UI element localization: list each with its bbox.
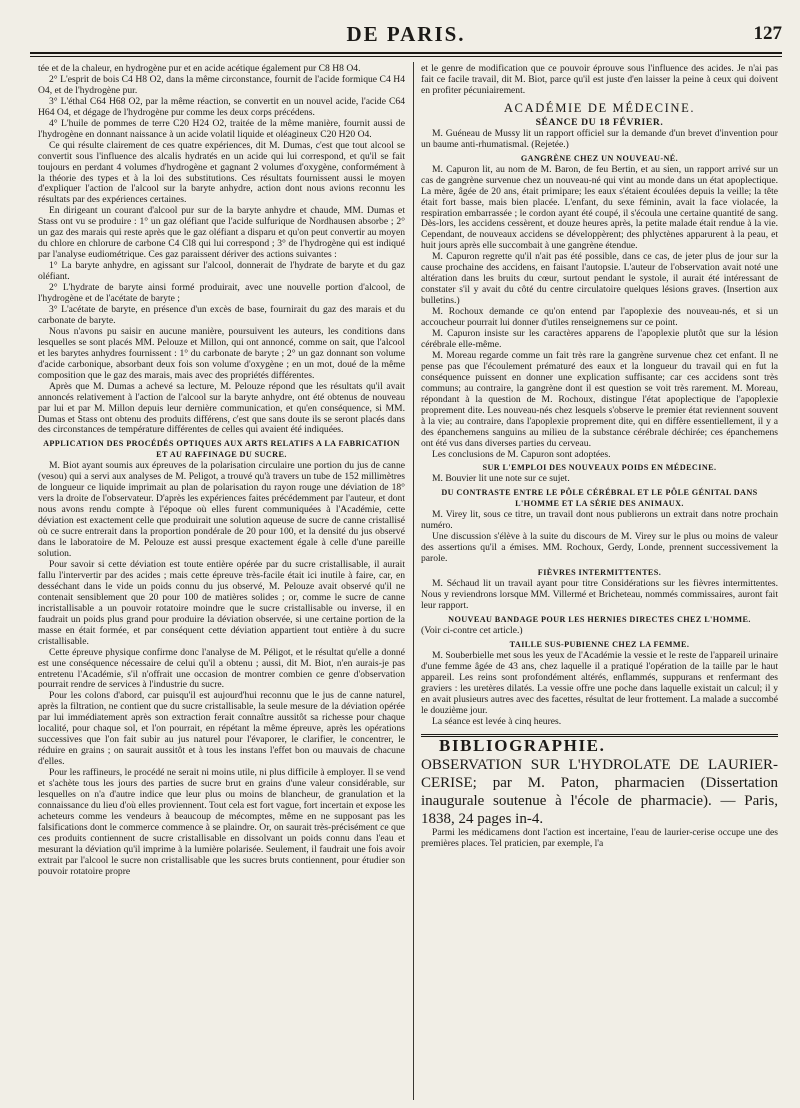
section-title: ACADÉMIE DE MÉDECINE. [503, 100, 696, 115]
page-number: 127 [753, 23, 782, 44]
paragraph: Pour les colons d'abord, car puisqu'il est aujourd'hui reconnu que le jus de canne naturel, après la filtration, ne contient que du sucre cristallisable, la seule mesure de la déviation opérée par lui immédiatement après son extraction ferait connaître aussitôt sa richesse pour chaque localité, pour chaque sol, et l'on pourrait, en répétant la même épreuve, après les opérations successives que l'on fait subir au jus naturel pour l'évaporer, le clarifier, le concentrer, le réduire en grains ; on saurait aussitôt et à tous les instans l'effet bon ou mauvais de chacune d'elles. [38, 690, 405, 768]
paragraph: Nous n'avons pu saisir en aucune manière, poursuivent les auteurs, les conditions dans lesquelles se sont placés MM. Pelouze et Millon, qui ont annoncé, comme on sait, que l'alcool et les barytes anhydres fournissent : 1° du carbonate de baryte ; 2° un gaz donnant son volume d'acide carbonique, absorbant deux fois son volume d'oxygène ; en un mot, doué de la même composition que le gaz des marais, mais avec des propriétés différentes. [38, 325, 405, 381]
paragraph: Les conclusions de M. Capuron sont adoptées. [432, 448, 611, 460]
paragraph: 1° La baryte anhydre, en agissant sur l'alcool, donnerait de l'hydrate de baryte et du gaz oléfiant. [38, 260, 405, 283]
section-heading: APPLICATION DES PROCÉDÉS OPTIQUES AUX ARTS RELATIFS A LA FABRICATION ET AU RAFFINAGE DU SUCRE. [43, 439, 400, 460]
paragraph: La séance est levée à cinq heures. [432, 715, 562, 727]
right-column [421, 64, 778, 850]
paragraph: M. Biot ayant soumis aux épreuves de la polarisation circulaire une portion du jus de canne (vesou) qui a servi aux analyses de M. Peligot, a trouvé qu'à travers un tube de 152 millimètres de longueur ce liquide imprimait au plan de polarisation du rayon rouge une déviation de 18° vers la droite de l'observateur. D'après les expériences faites précédemment par l'auteur, et dont nous avons rendu compte à l'époque où elles furent communiquées à l'Académie, cette déviation est exactement celle que produirait une solution aqueuse de sucre de canne cristallisé où ce sucre entrerait dans la proportion pondérale de 20 pour 100, et la densité du jus observé dans le laboratoire de M. Pelouze est aussi presque exactement égale à celle d'une pareille solution. [38, 460, 405, 560]
paragraph: M. Souberbielle met sous les yeux de l'Académie la vessie et le reste de l'appareil urinaire d'une femme âgée de 43 ans, chez laquelle il a pratiqué l'opération de la taille par le haut appareil. Les reins sont profondément altérés, enflammés, suppurans et renfermant des graviers : les uretères dilatés. La vessie offre une poche dans laquelle existait un calcul; il y en avait plusieurs autres avec des facettes, résultat de leur frottement. La malade a succombé le douzième jour. [421, 649, 778, 716]
paragraph: 2° L'hydrate de baryte ainsi formé produirait, avec une nouvelle portion d'alcool, de l'hydrogène et de l'acétate de baryte ; [38, 282, 405, 305]
paragraph: Pour les raffineurs, le procédé ne serait ni moins utile, ni plus difficile à employer. Il se vend et s'achète tous les jours des parties de sucre brut en grains d'une valeur considérable, sur lesquelles on n'a d'autre indice que leur plus ou moins de blancheur, de granulation et la connaissance du lieu d'où elles proviennent. Tout cela est fort vague, fort incertain et expose les acheteurs comme les vendeurs à beaucoup de mécomptes, même en ne supposant pas les falsifications dont le commerce commence à se plaindre. Or, on saurait très-précisément ce que ces produits contiennent de sucre cristallisable en dissolvant un poids connu dans l'eau et mesurant la déviation qu'il imprime à la lumière polarisée. Seulement, il faudrait une fois avoir extrait par l'alcool le sucre non cristallisable que les sucres bruts contiennent, pour étudier son pouvoir rotatoire propre [38, 767, 405, 877]
paragraph: M. Séchaud lit un travail ayant pour titre Considérations sur les fièvres intermittentes. Nous y reviendrons lorsque MM. Villermé et Bricheteau, nommés commissaires, auront fait leur rapport. [421, 578, 778, 612]
paragraph: et le genre de modification que ce pouvoir éprouve sous l'influence des acides. Je n'ai pas fait ce facile travail, dit M. Biot, parce qu'il est juste d'en laisser la peine à ceux qui doivent en profiter pécuniairement. [421, 63, 778, 96]
bibliography-entry: OBSERVATION SUR L'HYDROLATE DE LAURIER-CERISE; par M. Paton, pharmacien (Dissertation inaugurale soutenue à l'école de pharmacie). — Paris, 1838, 24 pages in-4. [421, 756, 778, 827]
section-heading: GANGRÈNE CHEZ UN NOUVEAU-NÉ. [520, 153, 679, 163]
paragraph: M. Rochoux demande ce qu'on entend par l'apoplexie des nouveau-nés, et si un accoucheur pourrait lui donner d'utiles renseignemens sur ce point. [421, 306, 778, 329]
paragraph: Pour savoir si cette déviation est toute entière opérée par du sucre cristallisable, il aurait fallu l'intervertir par des acides ; mais cette épreuve très-facile était ici inutile à faire, car, en desséchant dans le vide un poids connu du jus observé, M. Pelouze avait observé qu'il ne contenait sensiblement que 20 pour 100 de matières solides ; or, comme le sucre de canne incristallisable a un pouvoir rotatoire moindre que le sucre cristallisable ou inverse, il en faudrait un poids plus grand pour produire la déviation observée, si une certaine portion de la masse en était formée, et par conséquent cette déviation appartient tout entière à du sucre cristallisable. [38, 558, 405, 647]
paragraph: 4° L'huile de pommes de terre C20 H24 O2, traitée de la même manière, fournit aussi de l'hydrogène en donnant naissance à un acide volatil liquide et oléagineux C20 H20 O4. [38, 117, 405, 140]
header-rule-thin [30, 56, 782, 57]
column-divider [413, 62, 414, 1100]
section-heading: SUR L'EMPLOI DES NOUVEAUX POIDS EN MÉDECINE. [482, 463, 717, 473]
paragraph: M. Bouvier lit une note sur ce sujet. [432, 473, 570, 485]
section-heading: DU CONTRASTE ENTRE LE PÔLE CÉRÉBRAL ET LE PÔLE GÉNITAL DANS L'HOMME ET LA SÉRIE DES ANIMAUX. [441, 488, 758, 509]
paragraph: 3° L'acétate de baryte, en présence d'un excès de base, fournirait du gaz des marais et du carbonate de baryte. [38, 303, 405, 326]
bibliography-heading: BIBLIOGRAPHIE. [439, 735, 606, 755]
page-header [30, 22, 782, 46]
paragraph: 3° L'éthal C64 H68 O2, par la même réaction, se convertit en un nouvel acide, l'acide C64 H64 O4, et dégage de l'hydrogène pur comme les deux corps précédens. [38, 95, 405, 118]
paragraph: (Voir ci-contre cet article.) [421, 625, 523, 637]
paragraph: En dirigeant un courant d'alcool pur sur de la baryte anhydre et chaude, MM. Dumas et Stass ont vu se produire : 1° un gaz oléfiant que l'acide sulfurique de Nordhausen absorbe ; 2° un gaz des marais qui reste après que le gaz oléfiant a disparu et qu'on peut convertir au moyen du chlore en chlorure de carbone C4 Cl8 qui lui correspond ; 3° de l'hydrogène qui est indiqué par l'analyse eudiométrique. Ces gaz paraissent dériver des actions suivantes : [38, 205, 405, 261]
paragraph: M. Virey lit, sous ce titre, un travail dont nous publierons un extrait dans notre prochain numéro. [421, 509, 778, 532]
paragraph: M. Capuron lit, au nom de M. Baron, de feu Bertin, et au sien, un rapport arrivé sur un cas de gangrène survenue chez un nouveau-né qui vint au monde dans un état apoplectique. La mère, âgée de 20 ans, était primipare; les eaux s'étaient écoulées depuis la veille; la tête était fort basse, mais bien placée. L'enfant, du sexe féminin, avait la face violacée, la respiration embarrassée ; le cordon ayant été coupé, il s'écoula une certaine quantité de sang. Dès-lors, les accidens cessèrent, et douze heures après, la petite malade était rendue à la vie. Cependant, de nouveaux accidens se développèrent; des phlyctènes apparurent à la peau, et huit jours après elle succombait à une gangrène étendue. [421, 163, 778, 252]
section-heading: TAILLE SUS-PUBIENNE CHEZ LA FEMME. [509, 639, 690, 649]
paragraph: Parmi les médicamens dont l'action est incertaine, l'eau de laurier-cerise occupe une des premières places. Tel praticien, par exemple, l'a [421, 826, 778, 849]
left-column [38, 64, 405, 878]
paragraph: Une discussion s'élève à la suite du discours de M. Virey sur le plus ou moins de valeur des assertions qu'il a émises. MM. Rochoux, Gerdy, Londe, prennent successivement la parole. [421, 531, 778, 565]
section-heading: NOUVEAU BANDAGE POUR LES HERNIES DIRECTES CHEZ L'HOMME. [448, 615, 751, 625]
paragraph: tée et de la chaleur, en hydrogène pur et en acide acétique également pur C8 H8 O4. [38, 63, 361, 74]
paragraph: Cette épreuve physique confirme donc l'analyse de M. Péligot, et le résultat qu'elle a donné est une conséquence nécessaire de celui qu'il a obtenu ; aussi, dit M. Biot, n'en aurais-je pas entretenu l'Académie, s'il n'offrait une occasion de montrer combien ce genre d'observation pourrait rendre de services à l'industrie du sucre. [38, 646, 405, 691]
section-heading: SÉANCE DU 18 FÉVRIER. [535, 116, 664, 128]
paragraph: Ce qui résulte clairement de ces quatre expériences, dit M. Dumas, c'est que tout alcool se convertit sous l'influence des alcalis hydratés en un acide qui lui correspond, et qu'il se fait toujours en perdant 4 volumes d'hydrogène et gagnant 2 volumes d'oxygène, conformément à la théorie des types et à la loi des substitutions. Ces résultats fournissent aussi le moyen d'expliquer l'action de l'alcool sur la baryte anhydre, action dont nous avions reconnu les résultats par des expériences certaines. [38, 139, 405, 206]
section-heading: FIÈVRES INTERMITTENTES. [537, 568, 662, 578]
paragraph: M. Guéneau de Mussy lit un rapport officiel sur la demande d'un brevet d'invention pour un baume anti-rhumatismal. (Rejetée.) [421, 127, 778, 150]
paragraph: Après que M. Dumas a achevé sa lecture, M. Pelouze répond que les résultats qu'il avait annoncés relativement à l'action de l'alcool sur la baryte anhydre, ont été obtenus de nouveau par lui et par M. Millon depuis leur dernière communication, et qu'en conséquence, si MM. Dumas et Stass ont obtenu des produits différens, c'est que sans doute ils se seront placés dans des circonstances de température différentes de celles qui avaient été indiquées. [38, 380, 405, 436]
header-rule [30, 52, 782, 54]
paragraph: M. Capuron insiste sur les caractères apparens de l'apoplexie plutôt que sur la lésion cérébrale elle-même. [421, 328, 778, 350]
paragraph: M. Moreau regarde comme un fait très rare la gangrène survenue chez cet enfant. Il ne pense pas que l'écoulement prématuré des eaux et la longueur du travail qui en fut la conséquence puissent en donner une explication suffisante; car ces accidens sont très communs; au contraire, la gangrène dont il est question se voit très rarement. M. Moreau, répondant à la question de M. Rochoux, distingue l'état apoplectique de l'apoplexie proprement dite. Les nouveau-nés chez lesquels s'observe le premier état reviennent souvent à la vie; au contraire, dans l'apoplexie proprement dite, qui en diffère essentiellement, il y a des épanchemens sanguins au milieu de la substance cérébrale déchirée; ces épanchemens ont été vus dans diverses parties du cerveau. [421, 349, 778, 449]
paragraph: M. Capuron regrette qu'il n'ait pas été possible, dans ce cas, de jeter plus de jour sur la cause prochaine des accidens, en faisant l'autopsie. L'auteur de l'observation avait noté une altération dans les bruits du cœur, surtout pendant le systole, il aurait été intéressant de constater s'il y avait du côté du centre circulatoire quelques lésions graves. (Insertion aux bulletins.) [421, 251, 778, 307]
running-title: DE PARIS. [346, 22, 466, 46]
paragraph: 2° L'esprit de bois C4 H8 O2, dans la même circonstance, fournit de l'acide formique C4 H4 O4, et de l'hydrogène pur. [38, 73, 405, 96]
